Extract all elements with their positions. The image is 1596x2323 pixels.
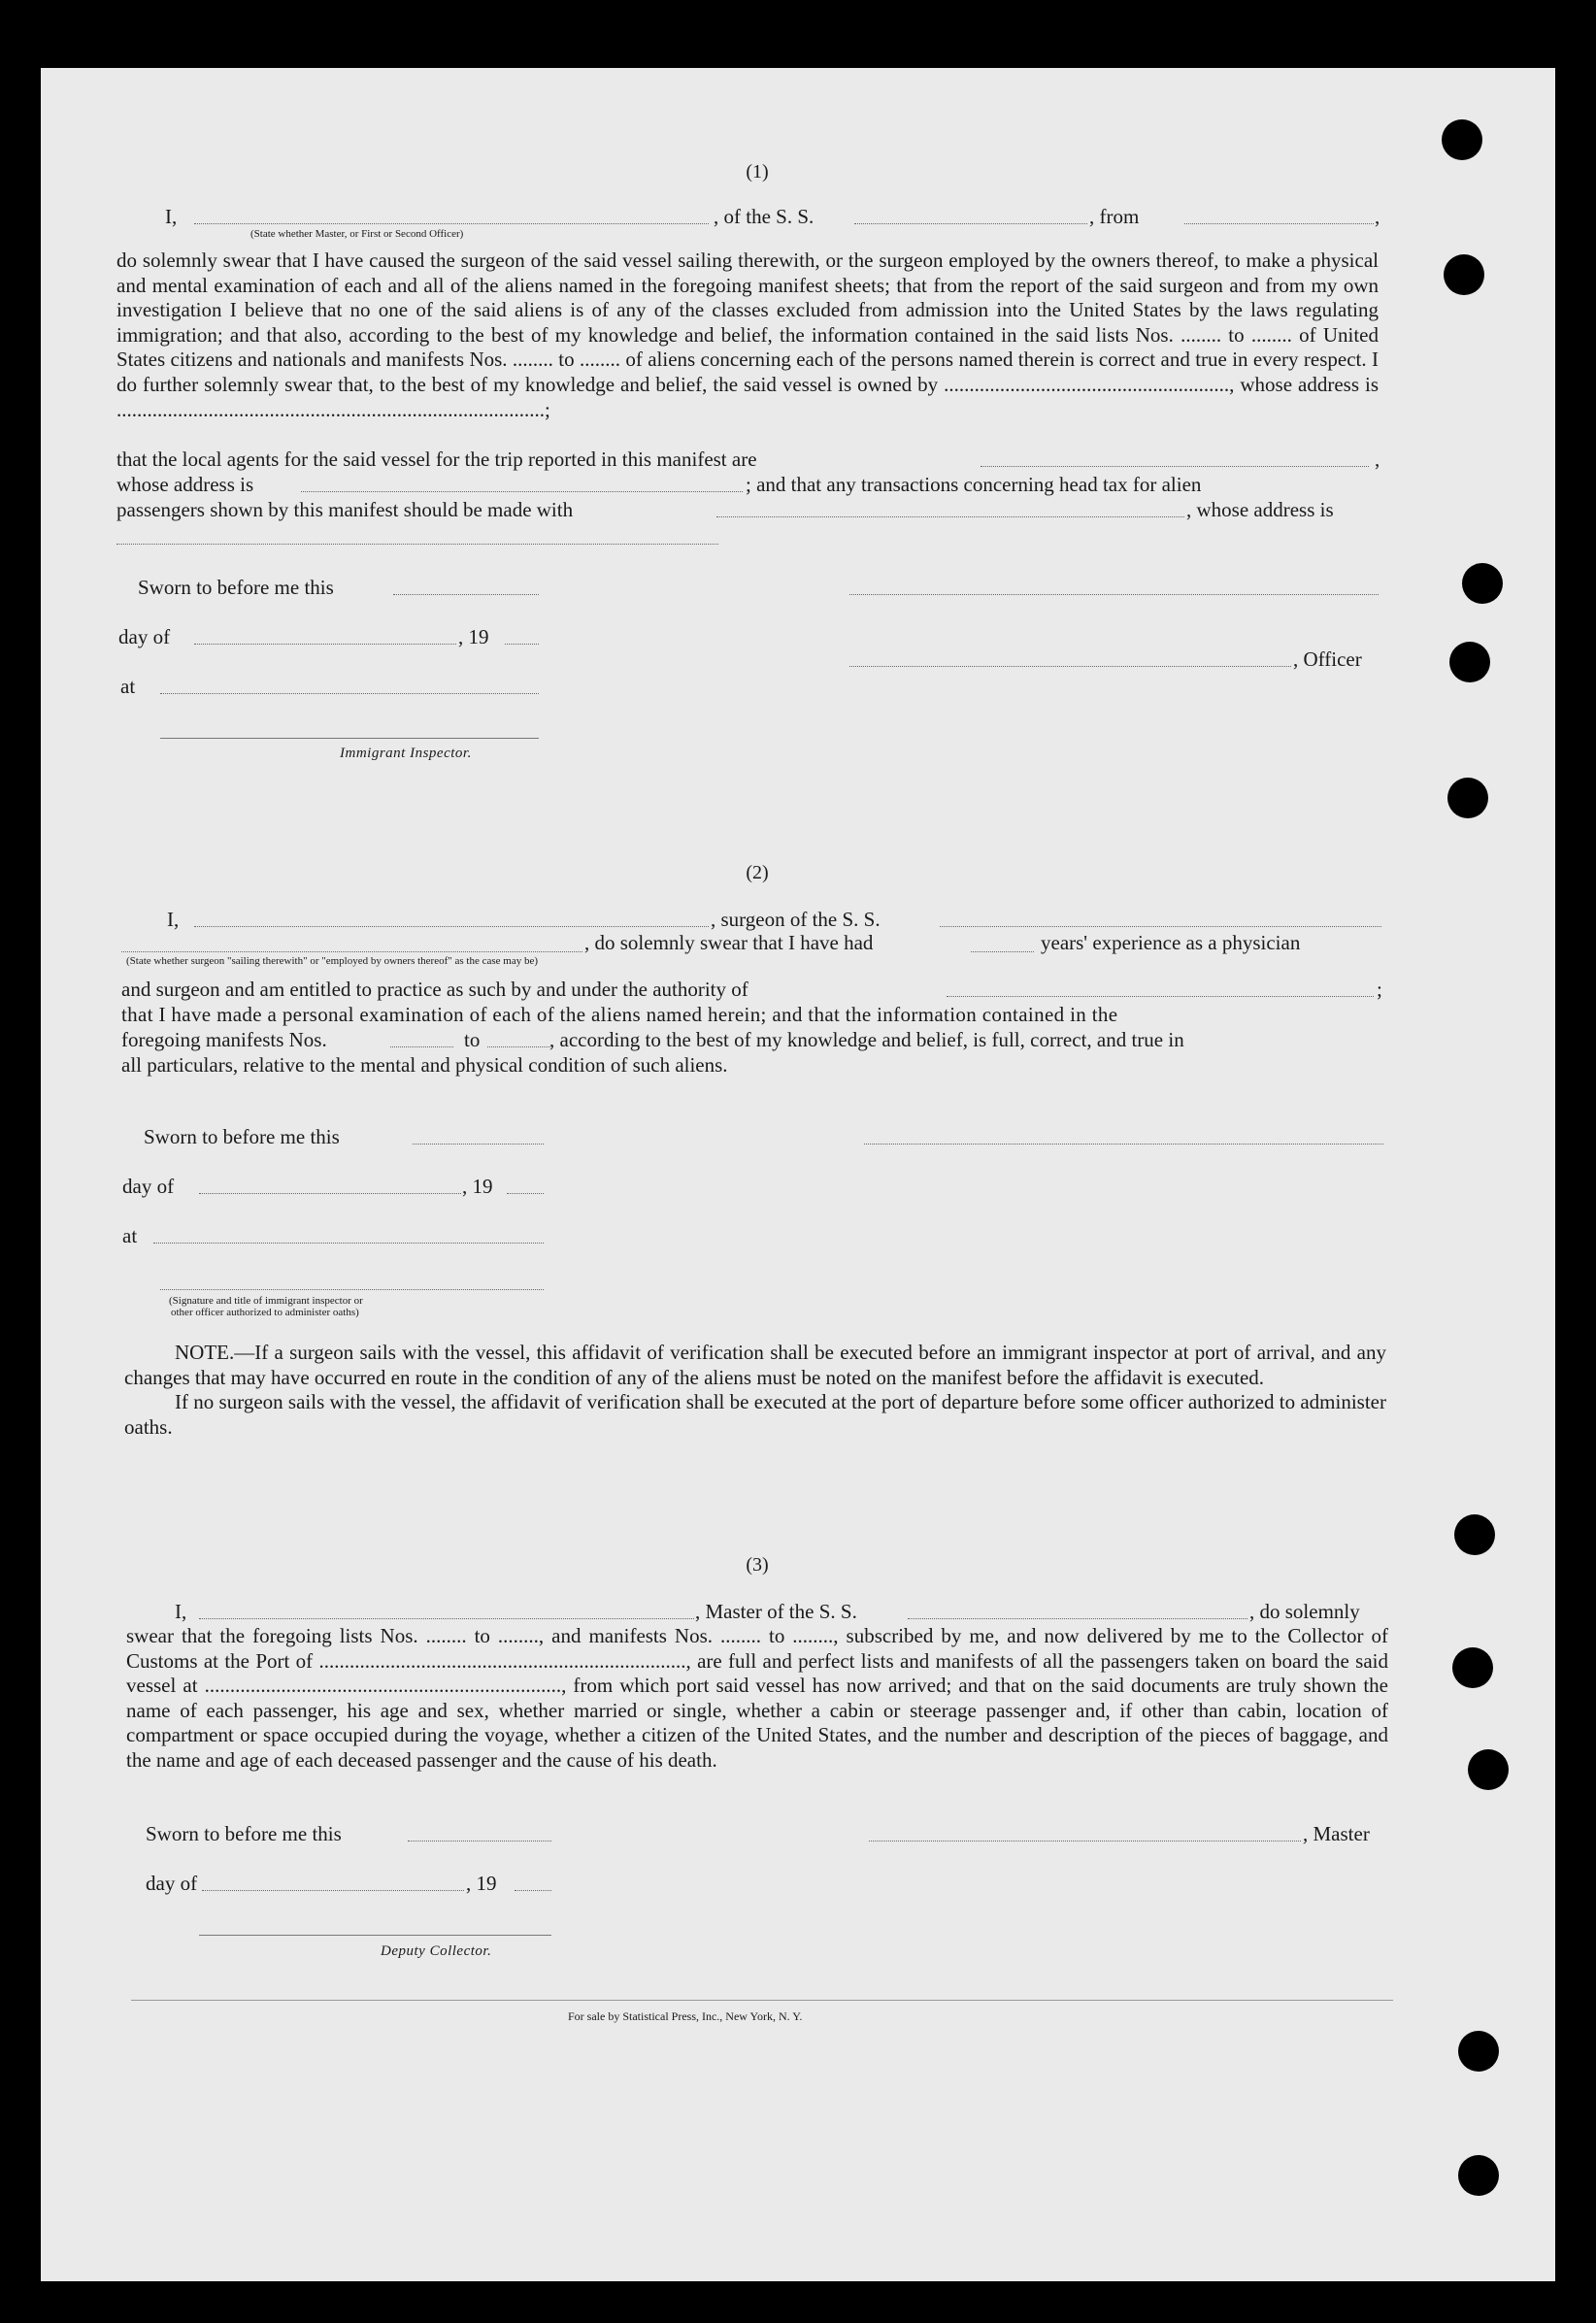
s1-whose-address: whose address is	[116, 473, 254, 496]
s1-oath-text	[116, 249, 1379, 422]
s2-line-3c: , according to the best of my knowledge and belief, is full, correct, and true in	[549, 1028, 1184, 1051]
s3-master-signature-field[interactable]	[869, 1841, 1301, 1842]
punch-hole	[1458, 2031, 1499, 2072]
s2-signature-field[interactable]	[864, 1144, 1383, 1145]
s2-surgeon-of: , surgeon of the S. S.	[711, 908, 881, 931]
s1-inspector-signature-line[interactable]	[160, 738, 539, 739]
s1-sworn: Sworn to before me this	[138, 576, 334, 599]
s1-day-of: day of	[118, 625, 171, 648]
s1-year-field[interactable]	[505, 644, 539, 645]
s2-at: at	[122, 1224, 138, 1247]
s1-name-field[interactable]	[194, 223, 709, 224]
s2-year-field[interactable]	[507, 1193, 544, 1194]
s1-year: , 19	[458, 625, 489, 648]
s1-vessel-field[interactable]	[854, 223, 1087, 224]
s3-oath-text	[126, 1624, 1388, 1774]
s3-collector-signature-line[interactable]	[199, 1935, 551, 1936]
s1-officer-note: (State whether Master, or First or Second Officer)	[250, 228, 464, 240]
punch-hole	[1454, 1514, 1495, 1555]
s3-year: , 19	[466, 1872, 497, 1895]
s2-inspector-signature-line[interactable]	[160, 1289, 544, 1290]
s1-body: do solemnly swear that I have caused the surgeon of the said vessel sailing therewith, or the surgeon employed by the owners thereof, to make a physical and mental examination of each and all of the aliens named in the foregoing manifest sheets; that from the report of the said surgeon and from my own investigation I believe that no one of the said aliens is of any of the classes excluded from admission into the United States by the laws regulating immigration; and that also, according to the best of my knowledge and belief, the information contained in the said lists Nos. ........ to ........ of United States citizens and nationals and manifests Nos. ........ to ........ of aliens concerning each of the persons named therein is correct and true in every respect. I do further solemnly swear that, to the best of my knowledge and belief, the said vessel is owned by ........................................................, whose address is ....................................................................................;	[116, 249, 1379, 421]
s2-sig-note-2: other officer authorized to administer oaths)	[171, 1307, 359, 1318]
punch-hole	[1449, 642, 1490, 682]
s2-i: I,	[167, 908, 180, 931]
section-1-number: (1)	[746, 161, 769, 183]
s2-line-1: and surgeon and am entitled to practice as such by and under the authority of	[121, 978, 748, 1001]
punch-hole	[1452, 1647, 1493, 1688]
note-paragraph-2: If no surgeon sails with the vessel, the affidavit of verification shall be executed at the port of departure before some officer authorized to administer oaths.	[124, 1390, 1386, 1439]
printer-credit: For sale by Statistical Press, Inc., New York, N. Y.	[568, 2009, 803, 2023]
s3-sworn: Sworn to before me this	[146, 1822, 342, 1845]
note-block	[124, 1341, 1386, 1440]
s2-name-field[interactable]	[194, 926, 709, 927]
punch-hole	[1468, 1749, 1509, 1790]
s2-do-solemnly: , do solemnly swear that I have had	[584, 931, 874, 954]
s2-day-field[interactable]	[199, 1193, 461, 1194]
s3-name-field[interactable]	[199, 1618, 694, 1619]
s3-do-solemnly: , do solemnly	[1249, 1600, 1360, 1623]
s1-head-tax-field[interactable]	[716, 516, 1184, 517]
s1-passengers: passengers shown by this manifest should be made with	[116, 498, 574, 521]
s2-line-3b: to	[464, 1028, 481, 1051]
s1-at: at	[120, 675, 136, 698]
s1-of-ss: , of the S. S.	[714, 205, 815, 228]
s2-sworn: Sworn to before me this	[144, 1125, 340, 1148]
punch-hole	[1447, 778, 1488, 818]
s2-years-field[interactable]	[971, 951, 1034, 952]
s3-master-of: , Master of the S. S.	[695, 1600, 857, 1623]
s2-at-field[interactable]	[153, 1243, 544, 1244]
s2-status-note: (State whether surgeon "sailing therewith" or "employed by owners thereof" as the case may be)	[126, 955, 539, 967]
s1-agents-line: that the local agents for the said vessel for the trip reported in this manifest are	[116, 448, 757, 471]
punch-hole	[1458, 2155, 1499, 2196]
note-paragraph-1: NOTE.—If a surgeon sails with the vessel, this affidavit of verification shall be executed before an immigrant inspector at port of arrival, and any changes that may have occurred en route in the condition of any of the aliens must be noted on the manifest before the affidavit is executed.	[124, 1341, 1386, 1389]
section-2-number: (2)	[746, 862, 769, 883]
s2-status-field[interactable]	[121, 951, 582, 952]
s2-sig-note-1: (Signature and title of immigrant inspector or	[169, 1295, 363, 1307]
s2-authority-field[interactable]	[947, 996, 1374, 997]
s2-sworn-field[interactable]	[413, 1144, 544, 1145]
s1-whose-address-is: , whose address is	[1186, 498, 1334, 521]
s1-transactions: ; and that any transactions concerning head tax for alien	[746, 473, 1202, 496]
s3-body: swear that the foregoing lists Nos. ........ to ........, and manifests Nos. ........ to ........, subscribed by me, and now delivered by me to the Collector of Customs at the Port of ........................................................................, are full and perfect lists and manifests of all the passengers taken on board the said vessel at ......................................................................, from which port said vessel has now arrived; and that on the said documents are truly shown the name of each passenger, his age and sex, whether married or single, whether a cabin or steerage passenger and, if other than cabin, location of compartment or space occupied during the voyage, whether a citizen of the United States, and the number and description of the pieces of baggage, and the name and age of each deceased passenger and the cause of his death.	[126, 1624, 1388, 1772]
s1-head-tax-address-field[interactable]	[116, 544, 718, 545]
punch-hole	[1444, 254, 1484, 295]
s3-year-field[interactable]	[515, 1890, 551, 1891]
punch-hole	[1442, 119, 1482, 160]
s1-at-field[interactable]	[160, 693, 539, 694]
s2-line-4: all particulars, relative to the mental and physical condition of such aliens.	[121, 1053, 728, 1077]
s1-comma: ,	[1375, 205, 1380, 228]
footer-rule	[131, 2000, 1393, 2001]
s3-i: I,	[175, 1600, 187, 1623]
s1-inspector-title: Immigrant Inspector.	[340, 746, 472, 761]
s1-from-field[interactable]	[1184, 223, 1374, 224]
s1-day-field[interactable]	[194, 644, 456, 645]
s2-manifest-to-field[interactable]	[487, 1046, 550, 1047]
s2-years: years' experience as a physician	[1041, 931, 1301, 954]
s1-sworn-field[interactable]	[393, 594, 539, 595]
s1-agents-field[interactable]	[981, 466, 1369, 467]
s3-day-of: day of	[146, 1872, 198, 1895]
s3-vessel-field[interactable]	[908, 1618, 1247, 1619]
s1-i: I,	[165, 205, 178, 228]
s1-officer-field[interactable]	[849, 666, 1291, 667]
s1-comma-2: ,	[1375, 448, 1380, 471]
s3-master: , Master	[1303, 1822, 1370, 1845]
s2-semicolon: ;	[1377, 978, 1382, 1001]
s1-address-field[interactable]	[301, 491, 743, 492]
s2-year: , 19	[462, 1175, 493, 1198]
s2-line-2: that I have made a personal examination of each of the aliens named herein; and that the information contained in the	[121, 1003, 1118, 1026]
s2-day-of: day of	[122, 1175, 175, 1198]
s2-vessel-field[interactable]	[940, 926, 1381, 927]
s1-officer: , Officer	[1293, 647, 1362, 671]
s2-manifest-from-field[interactable]	[390, 1046, 453, 1047]
s1-from: , from	[1089, 205, 1140, 228]
s3-sworn-field[interactable]	[408, 1841, 551, 1842]
s2-line-3a: foregoing manifests Nos.	[121, 1028, 327, 1051]
s3-collector-title: Deputy Collector.	[381, 1943, 492, 1959]
s1-signature-field[interactable]	[849, 594, 1379, 595]
section-3-number: (3)	[746, 1554, 769, 1576]
s3-day-field[interactable]	[202, 1890, 464, 1891]
punch-hole	[1462, 563, 1503, 604]
